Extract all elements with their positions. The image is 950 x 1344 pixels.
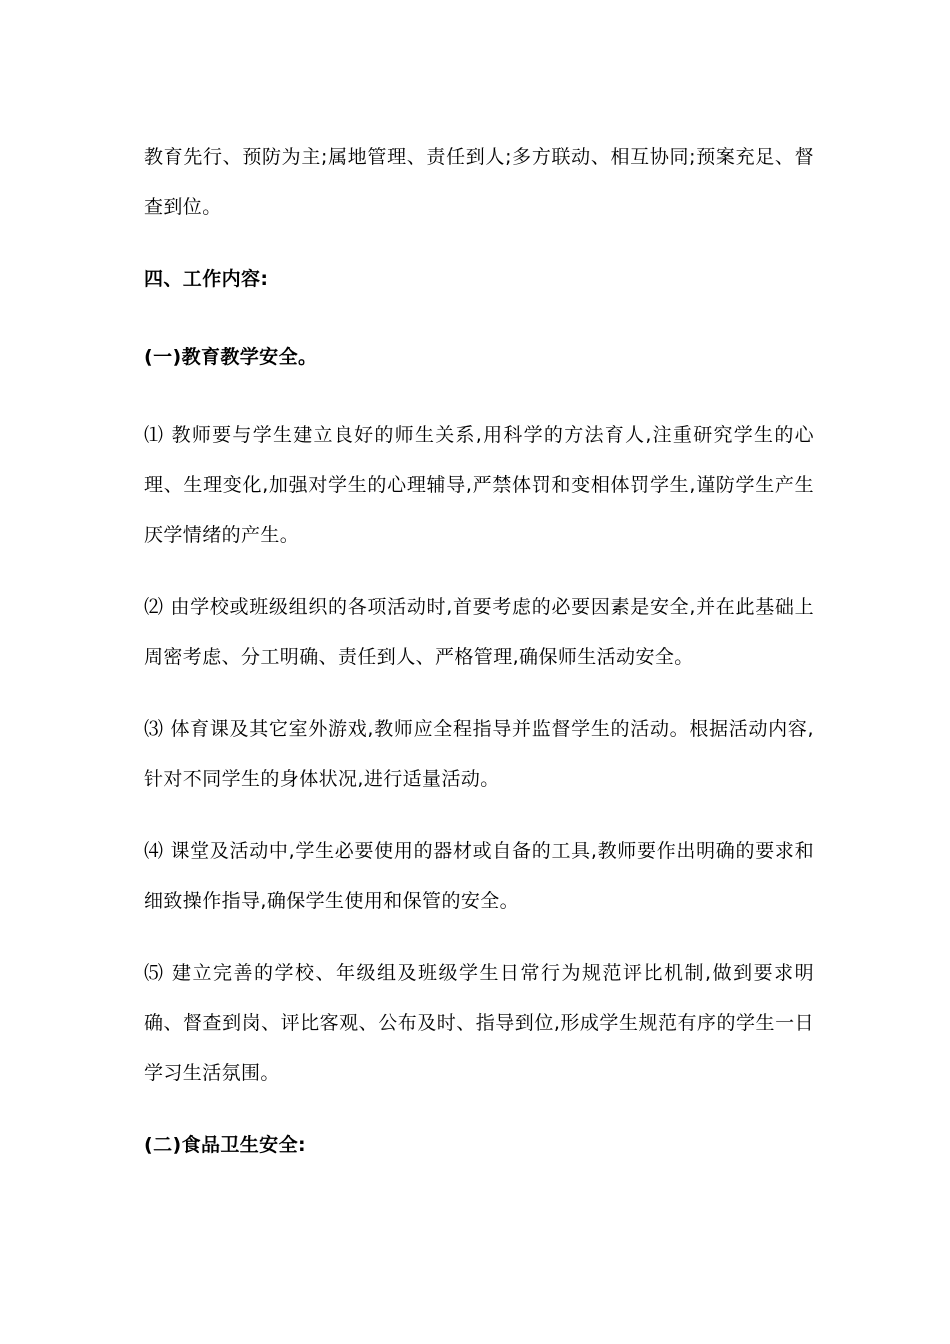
section-four-heading: 四、工作内容: bbox=[144, 268, 269, 290]
subsection-one-heading: (一)教育教学安全。 bbox=[144, 346, 318, 368]
item-3-paragraph: ⑶ 体育课及其它室外游戏,教师应全程指导并监督学生的活动。根据活动内容,针对不同学生的身体状况,进行适量活动。 bbox=[144, 718, 814, 790]
item-2-paragraph: ⑵ 由学校或班级组织的各项活动时,首要考虑的必要因素是安全,并在此基础上周密考虑、分工明确、责任到人、严格管理,确保师生活动安全。 bbox=[144, 596, 814, 668]
subsection-two-heading: (二)食品卫生安全: bbox=[144, 1134, 306, 1156]
document-body bbox=[144, 132, 814, 1192]
item-4-paragraph: ⑷ 课堂及活动中,学生必要使用的器材或自备的工具,教师要作出明确的要求和细致操作指导,确保学生使用和保管的安全。 bbox=[144, 840, 814, 912]
principles-paragraph: 教育先行、预防为主;属地管理、责任到人;多方联动、相互协同;预案充足、督查到位。 bbox=[144, 146, 814, 218]
item-1-paragraph: ⑴ 教师要与学生建立良好的师生关系,用科学的方法育人,注重研究学生的心理、生理变化,加强对学生的心理辅导,严禁体罚和变相体罚学生,谨防学生产生厌学情绪的产生。 bbox=[144, 424, 814, 546]
item-5-paragraph: ⑸ 建立完善的学校、年级组及班级学生日常行为规范评比机制,做到要求明确、督查到岗、评比客观、公布及时、指导到位,形成学生规范有序的学生一日学习生活氛围。 bbox=[144, 962, 814, 1084]
